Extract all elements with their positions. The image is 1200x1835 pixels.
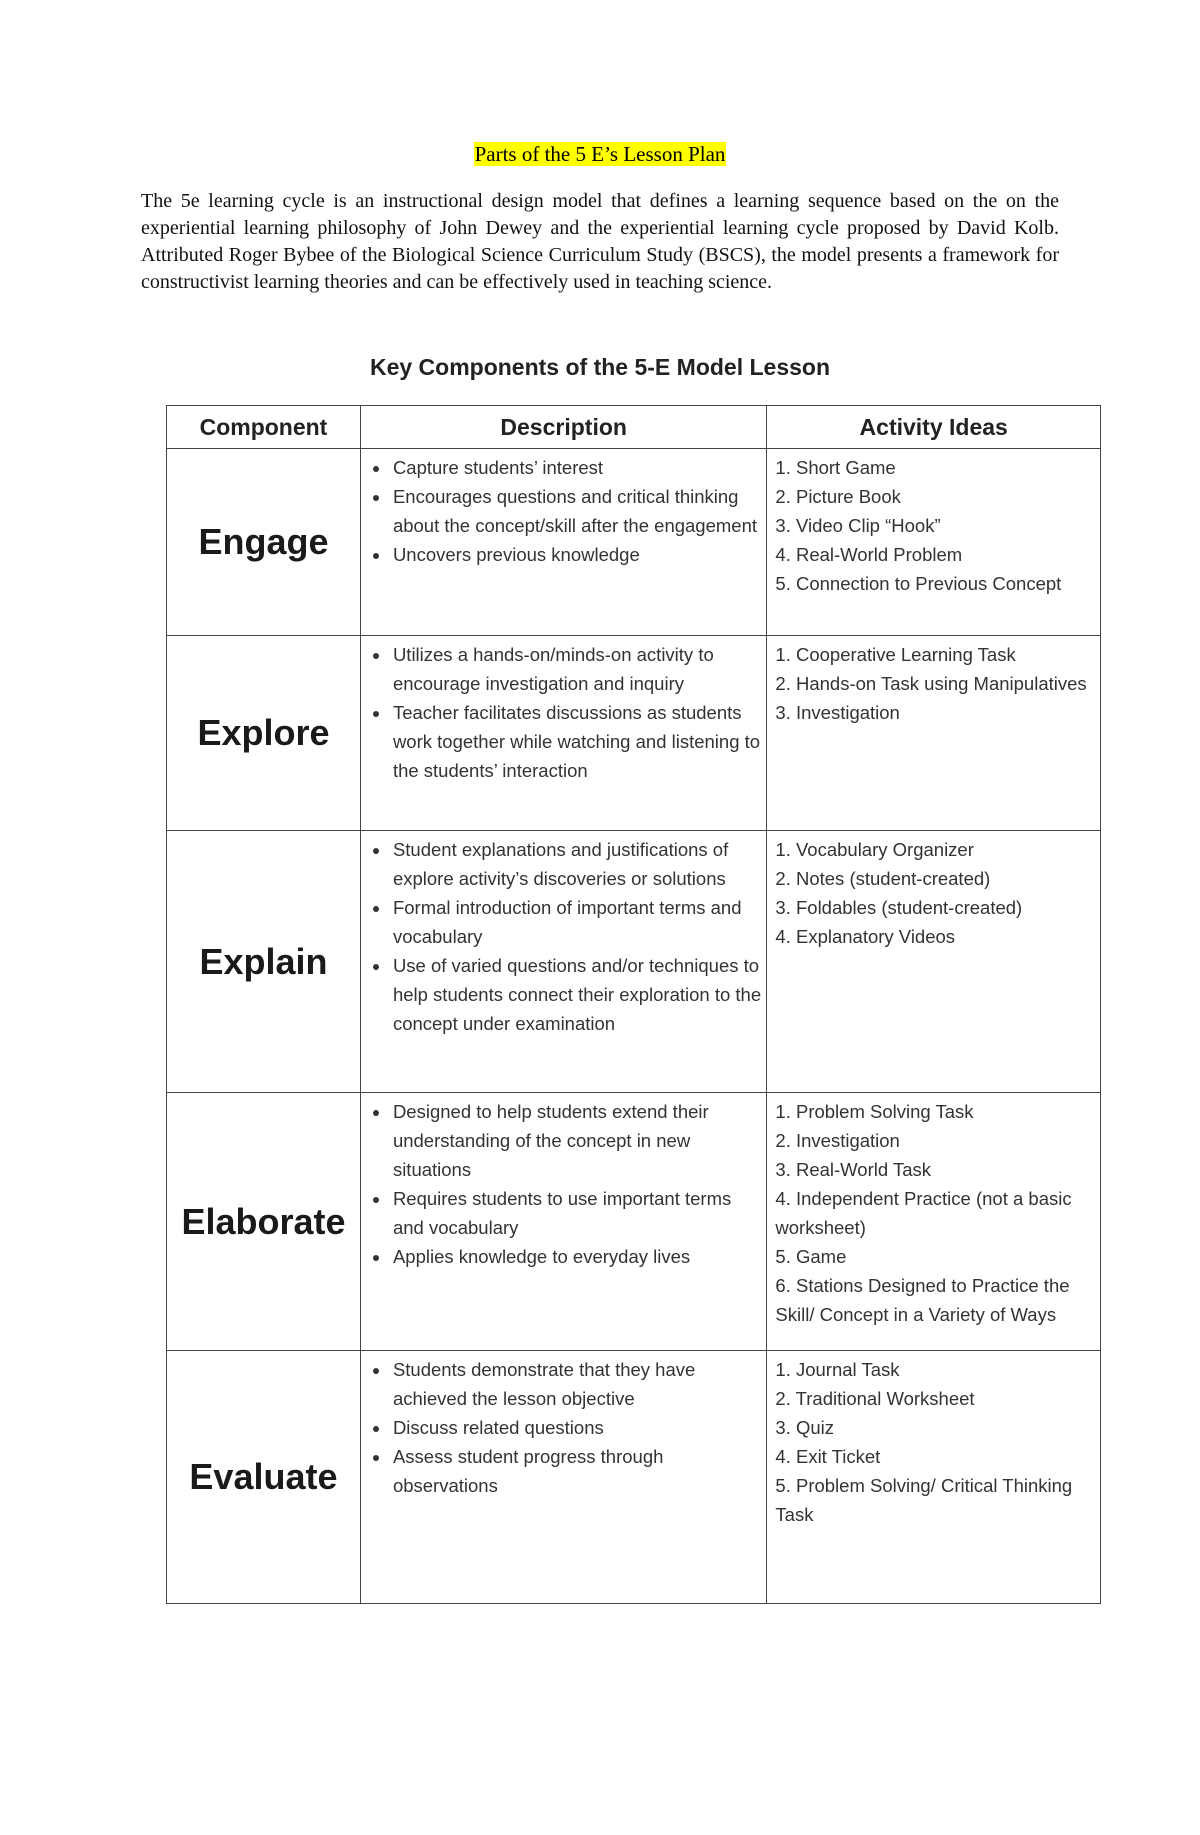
activity-idea: 2. Hands-on Task using Manipulatives bbox=[775, 673, 1087, 694]
description-list bbox=[361, 1097, 762, 1271]
activity-idea: 4. Independent Practice (not a basic worksheet) bbox=[775, 1188, 1072, 1238]
activity-idea: 3. Quiz bbox=[775, 1417, 835, 1438]
component-cell: Explain bbox=[167, 831, 361, 1093]
activity-ideas-cell bbox=[767, 831, 1101, 1093]
table-row-elaborate bbox=[167, 1093, 1101, 1351]
table-row-engage bbox=[167, 449, 1101, 636]
activity-idea: 5. Game bbox=[775, 1246, 847, 1267]
table-header-row bbox=[167, 406, 1101, 449]
activity-ideas-list bbox=[767, 1097, 1096, 1329]
intro-paragraph: The 5e learning cycle is an instructional design model that defines a learning sequence based on the on the experiential learning philosophy of John Dewey and the experiential learning cycle proposed by David Kolb. Attributed Roger Bybee of the Biological Science Curriculum Study (BSCS), the model presents a framework for constructivist learning theories and can be effectively used in teaching science. bbox=[141, 190, 1059, 293]
activity-idea: 4. Explanatory Videos bbox=[775, 926, 956, 947]
description-item: • Capture students’ interest bbox=[391, 453, 762, 482]
description-item: • Applies knowledge to everyday lives bbox=[391, 1242, 762, 1271]
activity-idea: 2. Traditional Worksheet bbox=[775, 1388, 975, 1409]
description-cell bbox=[360, 1093, 766, 1351]
description-list bbox=[361, 453, 762, 569]
activity-idea: 4. Exit Ticket bbox=[775, 1446, 881, 1467]
description-list bbox=[361, 640, 762, 785]
description-item: • Assess student progress through observations bbox=[391, 1442, 762, 1500]
activity-idea: 2. Picture Book bbox=[775, 486, 901, 507]
title-highlight: Parts of the 5 E’s Lesson Plan bbox=[474, 142, 726, 166]
description-item: • Utilizes a hands-on/minds-on activity to encourage investigation and inquiry bbox=[391, 640, 762, 698]
activity-idea: 2. Investigation bbox=[775, 1130, 900, 1151]
component-cell: Engage bbox=[167, 449, 361, 636]
description-item: • Teacher facilitates discussions as students work together while watching and listening to the students’ interaction bbox=[391, 698, 762, 785]
activity-idea: 5. Connection to Previous Concept bbox=[775, 573, 1062, 594]
description-cell bbox=[360, 831, 766, 1093]
activity-idea: 2. Notes (student-created) bbox=[775, 868, 991, 889]
activity-idea: 1. Vocabulary Organizer bbox=[775, 839, 974, 860]
activity-idea: 3. Investigation bbox=[775, 702, 900, 723]
activity-idea: 1. Problem Solving Task bbox=[775, 1101, 974, 1122]
activity-ideas-cell bbox=[767, 1093, 1101, 1351]
description-item: • Formal introduction of important terms and vocabulary bbox=[391, 893, 762, 951]
document-title bbox=[0, 142, 1200, 167]
header-description: Description bbox=[360, 406, 766, 449]
component-cell: Evaluate bbox=[167, 1351, 361, 1604]
header-activity-ideas: Activity Ideas bbox=[767, 406, 1101, 449]
description-cell bbox=[360, 449, 766, 636]
activity-ideas-list bbox=[767, 640, 1096, 727]
activity-ideas-cell bbox=[767, 1351, 1101, 1604]
description-item: • Use of varied questions and/or techniques to help students connect their exploration to the concept under examination bbox=[391, 951, 762, 1038]
description-item: • Designed to help students extend their understanding of the concept in new situations bbox=[391, 1097, 762, 1184]
activity-idea: 1. Short Game bbox=[775, 457, 896, 478]
component-cell: Elaborate bbox=[167, 1093, 361, 1351]
activity-idea: 3. Video Clip “Hook” bbox=[775, 515, 941, 536]
activity-ideas-cell bbox=[767, 449, 1101, 636]
activity-idea: 4. Real-World Problem bbox=[775, 544, 963, 565]
activity-ideas-list bbox=[767, 1355, 1096, 1529]
activity-ideas-list bbox=[767, 835, 1096, 951]
components-table bbox=[166, 405, 1101, 1604]
activity-idea: 1. Cooperative Learning Task bbox=[775, 644, 1016, 665]
description-item: • Uncovers previous knowledge bbox=[391, 540, 762, 569]
table-row-evaluate bbox=[167, 1351, 1101, 1604]
header-component: Component bbox=[167, 406, 361, 449]
description-item: • Requires students to use important terms and vocabulary bbox=[391, 1184, 762, 1242]
description-item: • Students demonstrate that they have achieved the lesson objective bbox=[391, 1355, 762, 1413]
activity-idea: 1. Journal Task bbox=[775, 1359, 900, 1380]
description-cell bbox=[360, 636, 766, 831]
description-cell bbox=[360, 1351, 766, 1604]
activity-ideas-list bbox=[767, 453, 1096, 598]
activity-idea: 6. Stations Designed to Practice the Skill/ Concept in a Variety of Ways bbox=[775, 1275, 1070, 1325]
table-title: Key Components of the 5-E Model Lesson bbox=[369, 354, 831, 380]
activity-idea: 3. Foldables (student-created) bbox=[775, 897, 1023, 918]
description-item: • Student explanations and justifications of explore activity’s discoveries or solutions bbox=[391, 835, 762, 893]
description-list bbox=[361, 1355, 762, 1500]
activity-idea: 5. Problem Solving/ Critical Thinking Task bbox=[775, 1475, 1073, 1525]
description-item: • Discuss related questions bbox=[391, 1413, 762, 1442]
table-row-explain bbox=[167, 831, 1101, 1093]
activity-ideas-cell bbox=[767, 636, 1101, 831]
description-item: • Encourages questions and critical thinking about the concept/skill after the engagement bbox=[391, 482, 762, 540]
activity-idea: 3. Real-World Task bbox=[775, 1159, 932, 1180]
description-list bbox=[361, 835, 762, 1038]
table-row-explore bbox=[167, 636, 1101, 831]
component-cell: Explore bbox=[167, 636, 361, 831]
